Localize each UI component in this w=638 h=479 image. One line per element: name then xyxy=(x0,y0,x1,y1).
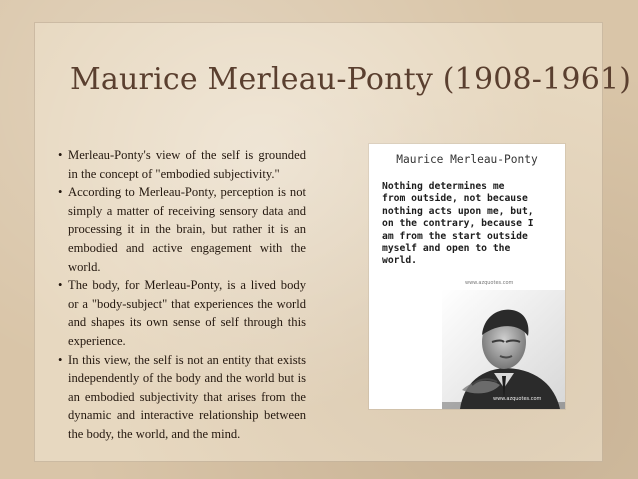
watermark-top: www.azquotes.com xyxy=(465,280,514,286)
quote-text: Nothing determines me from outside, not because nothing acts upon me, but, on the contrary, because I am from the start outside myself and open to the world. xyxy=(382,181,534,267)
quote-card-heading: Maurice Merleau-Ponty xyxy=(396,153,538,166)
watermark-bottom: www.azquotes.com xyxy=(493,396,542,402)
bullet-list xyxy=(58,146,306,444)
slide-title: Maurice Merleau-Ponty (1908-1961) xyxy=(70,62,632,97)
bullet-4: • In this view, the self is not an entity that exists independently of the body and the world but is an embodied subjectivity that arises from the dynamic and interactive relationship between the body, the world, and the mind. xyxy=(58,351,306,444)
bullet-1: • Merleau-Ponty's view of the self is grounded in the concept of "embodied subjectivity." xyxy=(58,146,306,183)
bullet-3: • The body, for Merleau-Ponty, is a lived body or a "body-subject" that experiences the world and shapes its own sense of self through this experience. xyxy=(58,276,306,350)
portrait-photo xyxy=(442,290,565,409)
bullet-2: • According to Merleau-Ponty, perception is not simply a matter of receiving sensory data and processing it in the brain, but rather it is an embodied and active engagement with the world. xyxy=(58,183,306,276)
quote-image-card xyxy=(369,144,565,409)
